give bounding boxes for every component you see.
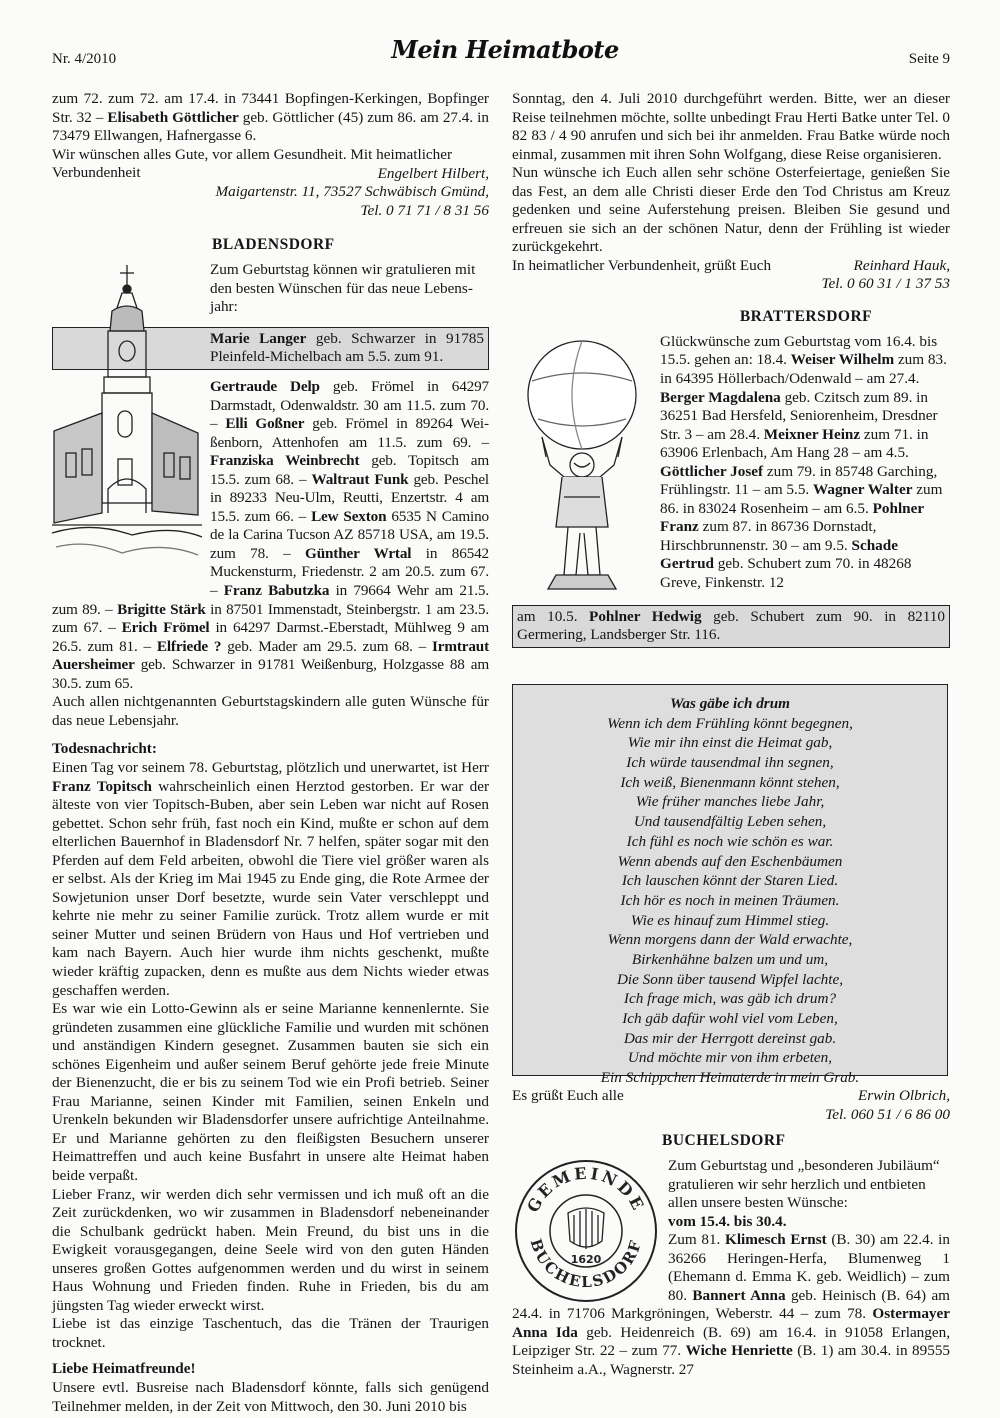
municipal-seal [512,1157,660,1305]
highlight-box-text: Marie Langer geb. Schwarzer in 91785 Pleinfeld-Michelbach am 5.5. zum 91. [210,329,484,366]
greeting-text: In heimatlicher Verbundenheit, grüßt Euch [512,256,772,274]
poem-line: Ich hör es noch in meinen Träumen. [620,891,840,909]
signature-name: Engelbert Hilbert, [377,164,489,182]
church-illustration [52,263,202,583]
signature-row-hauk [512,257,950,276]
death-paragraph-2: Es war wie ein Lotto-Gewinn als er seine Marianne kennenlernte. Sie gründeten zusammen eine glückliche Familie und wurden mit schönen und anständigen Kindern gesegnet. Zusammen bauten sie sich ein schönes Eigenheim und außer seinem Beruf gehörte jede freie Minute der Bienenzucht, die er bis zu seinem Tod wie ein Profi betrieb. Seiner Frau Marianne, seinen Kinder mit Familien, seinen Enkeln und Urenkeln bekunden wir Bladensdorfer unsere aufrichtige Anteilnahme. Er und Marianne gehörten zu den fleißigsten Besuchern unserer Heimattreffen und auch keine Busfahrt in unsere alte Heimat haben beide verpaßt. [52,1000,489,1184]
signature-phone: Tel. 0 60 31 / 1 37 53 [821,275,950,293]
right-column [512,90,950,648]
death-notice-title: Todesnachricht: [52,740,157,758]
greeting-text: Es grüßt Euch alle [512,1087,624,1104]
section-title-buchelsdorf: BUCHELSDORF [662,1132,786,1150]
poem-line: Ich weiß, Bienenmann könnt stehen, [620,773,840,791]
signature-name: Reinhard Hauk, [853,256,950,274]
right-column-lower [512,1083,950,1380]
poem-line: Birkenhähne balzen um und um, [631,950,829,968]
poem-line: Wie mir ihn einst die Heimat gab, [627,734,833,752]
masthead-logo [391,34,619,66]
section-title-brattersdorf: BRATTERSDORF [739,308,873,326]
poem-title: Was gäbe ich drum [670,695,790,712]
signature-phone: Tel. 060 51 / 6 86 00 [825,1105,950,1123]
buchelsdorf-birthdays: Zum 81. Klimesch Ernst (B. 30) am 22.4. in 36266 Heringen-Herfa, Blumenweg 1 (Ehemann d. Emma K. geb. Weidlich) – zum 80. Bannert Anna geb. Heinisch (B. 64) am 24.4. in 71706 Markgröningen, Weberstr. 44 – zum 78. Ostermayer Anna Ida geb. Heidenreich (B. 69) am 16.4. in 91058 Erlangen, Leipziger Str. 22 – zum 77. Wiche Henriette (B. 1) am 30.4. in 89555 Steinheim a.A., Wagnerstr. 27 [512,1231,951,1379]
highlight-box-hedwig [512,605,950,648]
page-number: Seite 9 [908,51,950,67]
death-paragraph-3: Lieber Franz, wir werden dich sehr vermissen und ich muß oft an die Zeit zurückdenken, wo wir zusammen in Bladensdorf nebeneinander die Schulbank gedrückt haben. Mein Freund, du bist uns in die Ewigkeit vorausgegangen, deine Seele wird von den guten Händen unseres großen Gottes aufgenommen werden und du wirst in seinem Haus Wohnung und Frieden finden. Ruhe in Frieden, bis du am jüngsten Tag wieder erweckt wirst. [52,1185,489,1314]
buchelsdorf-intro: Zum Geburtstag und „besonderen Jubiläum“ gratulieren wir sehr herzlich und entbieten allen unsere besten Wünsche: [668,1157,940,1212]
masthead-blackletter-logo [391,34,619,66]
death-paragraph-1: Einen Tag vor seinem 78. Geburtstag, plötzlich und unerwartet, ist Herr Franz Topitsch wahrscheinlich einen Herztod gestorben. Er war der älteste von vier Topitsch-Buben, aber sein Leben war nicht auf Rosen gebettet. Schon sehr früh, fast noch ein Kind, mußte er schon auf dem elterlichen Bauernhof in Bladensdorf Nr. 7 helfen, später sogar mit den Pferden auf dem Feld arbeiten, obwohl die Tiere viel größer waren als er selbst. Als der Krieg im Mai 1945 zu Ende ging, die Rote Armee der Sowjetunion unser Dorf besetzte, wurde sein Vater verschleppt und kehrte nie mehr zu seiner Familie zurück. Trotz allem wurde er mit seiner Mutter und seinen Brüdern von Haus und Hof vertrieben und kam nach Bayern. Auch hier wurde ihm nichts geschenkt, mußte wieder kräftig zupacken, denn es mußte aus dem Nichts wieder etwas geschaffen werden. [52,758,489,999]
easter-paragraph: Nun wünsche ich Euch allen sehr schöne Osterfeiertage, genießen Sie das Fest, an dem alle Christi dieser Erde den Tod Christus am Kreuz gedenken und seine Auferstehung preisen. Bleiben Sie gesund und erfreuen sie sich an der schönen Natur, denn der Frühling ist wieder zurückgekehrt. [512,164,950,256]
atlas-figure-illustration [512,337,652,597]
seal-year: 1620 [570,1253,602,1266]
left-column [52,90,489,1416]
birthday-list: Gertraude Delp geb. Frömel in 64297 Darmstadt, Odenwaldstr. 30 am 11.5. zum 70. – Elli Goßner geb. Frömel in 89264 Weißenborn, Attenhofen am 11.5. zum 69. – Franziska Weinbrecht geb. Topitsch am 15.5. zum 68. – Waltraut Funk geb. Peschel in 89233 Neu-Ulm, Reutti, Enzertstr. 4 am 15.5. zum 66. – Lew Sexton 6535 N Camino de la Carina Tucson AZ 85718 USA, am 19.5. zum 78. – Günther Wrtal in 86542 Muckensturm, Friedenstr. 2 am 20.5. zum 67. – Franz Babutzka in 79664 Wehr am 21.5. zum 89. – Brigitte Stärk in 87501 Immenstadt, Steinbergstr. 1 am 23.5. zum 67. – Erich Frömel in 64297 Darmst.-Eberstadt, Mühlweg 9 am 26.5. zum 81. – Elfriede ? geb. Mader am 29.5. zum 68. – Irmtraut Auersheimer geb. Schwarzer in 91781 Weißenburg, Holzgasse 88 am 30.5. zum 65. [52,378,490,692]
issue-number: Nr. 4/2010 [52,51,117,67]
seal-bottom-text: BUCHELSDORF [526,1236,646,1292]
poem-line: Ich würde tausendmal ihn segnen, [626,754,834,772]
buchelsdorf-range: vom 15.4. bis 30.4. [668,1212,787,1230]
poem-box [512,684,948,1087]
signature-phone: Tel. 0 71 71 / 8 31 56 [360,201,489,219]
poem-line: Ein Schippchen Heimaterde in mein Grab. [600,1069,860,1087]
also-wishes: Auch allen nichtgenannten Geburtstagskindern alle guten Wünsche für das neue Lebensjahr. [52,693,489,729]
trip-paragraph: Sonntag, den 4. Juli 2010 durchgeführt werden. Bitte, wer an dieser Reise teilnehmen möchte, sollte unbedingt Frau Herti Batke unter Tel. 0 82 83 / 4 90 anrufen und sich bei ihr anmelden. Frau Batke würde noch einmal, zusammen mit ihren Sohn Wolfgang, diese Reise organisieren. [512,90,950,163]
brattersdorf-birthdays: Glückwünsche zum Geburtstag vom 16.4. bis 15.5. gehen an: 18.4. Weiser Wilhelm zum 83. in 64395 Höllerbach/Odenwald – am 27.4. Berger Magdalena geb. Czitsch zum 89. in 36251 Bad Hersfeld, Seniorenheim, Dresdner Str. 3 – am 28.4. Meixner Heinz zum 71. in 63906 Erlenbach, Am Hang 28 – am 4.5. Göttlicher Josef zum 79. in 85748 Garching, Frühlingstr. 11 – am 5.5. Wagner Walter zum 86. in 83024 Rosenheim – am 6.5. Pohlner Franz zum 87. in 86736 Dornstadt, Hirschbrunnenstr. 30 – am 9.5. Schade Gertrud geb. Schubert zum 70. in 48268 Greve, Finkenstr. 12 [660,332,947,592]
poem-line: Wie es hinauf zum Himmel stieg. [630,911,830,929]
masthead-text: Mein Heimatbote [391,35,619,64]
poem-lines [513,714,947,1088]
poem-line: Ich lauschen könnt der Staren Lied. [621,872,839,890]
poem-line: Ich gäb dafür wohl viel vom Leben, [622,1010,838,1027]
section-title-bladensdorf: BLADENSDORF [212,236,335,254]
poem-line: Wie früher manches liebe Jahr, [635,793,825,811]
church-drawing-icon [52,263,202,583]
bladensdorf-intro: Zum Geburtstag können wir gratulieren mit den besten Wünschen für das neue Lebensjahr: [210,261,476,316]
signature-address: Maigartenstr. 11, 73527 Schwäbisch Gmünd, [215,183,489,201]
death-paragraph-4: Liebe ist das einzige Taschentuch, das die Tränen der Traurigen trocknet. [52,1315,489,1351]
signature-row-olbrich [512,1087,950,1106]
poem-line: Wenn ich dem Frühling könnt begegnen, [607,714,853,732]
friends-paragraph: Unsere evtl. Busreise nach Bladensdorf könnte, falls sich genügend Teilnehmer melden, in der Zeit von Mittwoch, den 30. Juni 2010 bis [52,1379,489,1415]
atlas-globe-drawing-icon [512,337,652,597]
poem-line: Und tausendfältig Leben sehen, [633,813,827,831]
poem-line: Und möchte mir von ihm erbeten, [627,1049,833,1067]
poem-line: Das mir der Herrgott dereinst gab. [623,1029,837,1047]
poem-line: Wenn abends auf den Eschenbäumen [617,852,843,870]
poem-line: Die Sonn über tausend Wipfel lachte, [616,970,844,988]
seal-top-text: GEMEINDE [523,1163,649,1216]
seal-stamp-icon [512,1157,660,1305]
signature-name: Erwin Olbrich, [858,1087,950,1104]
friends-title: Liebe Heimatfreunde! [52,1360,196,1378]
wish-text: Wir wünschen alles Gute, vor allem Gesundheit. Mit heimatlicher Verbundenheit [52,145,453,182]
highlight-box-text: am 10.5. Pohlner Hedwig geb. Schubert zum 90. in 82110 Germering, Landsberger Str. 116. [517,607,945,644]
poem-line: Wenn morgens dann der Wald erwachte, [607,931,853,949]
intro-paragraph: zum 72. zum 72. am 17.4. in 73441 Bopfingen-Kerkingen, Bopfinger Str. 32 – Elisabeth Göttlicher geb. Göttlicher (45) zum 86. am 27.4. in 73479 Ellwangen, Hafnergasse 6. [52,90,489,145]
poem-line: Ich frage mich, was gäb ich drum? [623,990,837,1008]
poem-line: Ich fühl es noch wie schön es war. [626,832,834,850]
